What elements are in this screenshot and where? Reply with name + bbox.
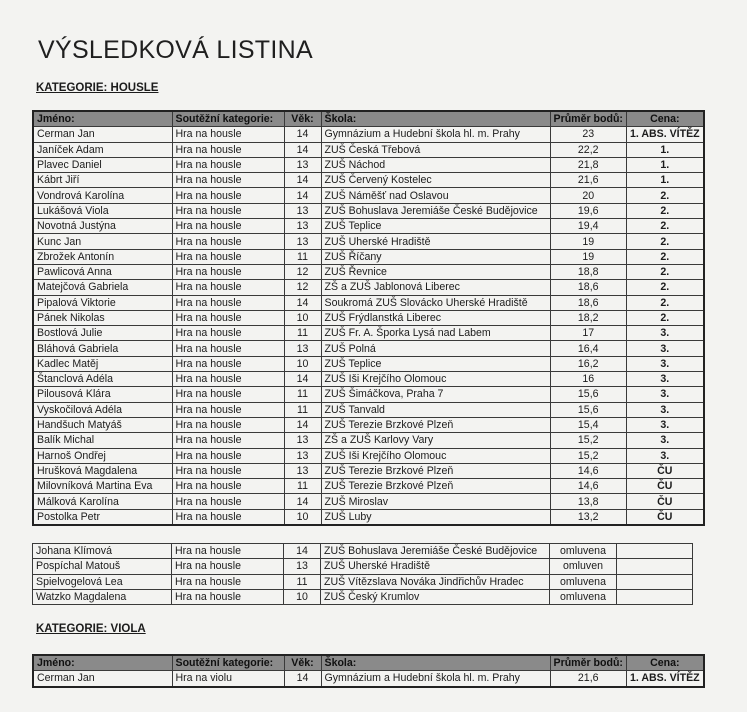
cell-points: 19,4 bbox=[550, 219, 626, 234]
cell-points: 16,2 bbox=[550, 356, 626, 371]
table-row bbox=[33, 372, 704, 387]
table-header-row bbox=[33, 111, 704, 127]
cell-points: 18,6 bbox=[550, 280, 626, 295]
cell-age: 14 bbox=[284, 142, 321, 157]
cell-name: Plavec Daniel bbox=[33, 157, 172, 172]
cell-age: 14 bbox=[284, 127, 321, 142]
cell-age: 14 bbox=[284, 173, 321, 188]
table-row bbox=[33, 559, 693, 574]
header-school: Škola: bbox=[321, 111, 550, 127]
cell-name: Kadlec Matěj bbox=[33, 356, 172, 371]
table-row bbox=[33, 387, 704, 402]
cell-category: Hra na housle bbox=[172, 203, 284, 218]
cell-category: Hra na housle bbox=[172, 509, 284, 525]
cell-prize: 2. bbox=[626, 295, 703, 310]
cell-category: Hra na housle bbox=[172, 387, 284, 402]
cell-empty bbox=[617, 559, 693, 574]
table-row bbox=[33, 417, 704, 432]
cell-school: ZUŠ Bohuslava Jeremiáše České Budějovice bbox=[321, 544, 550, 559]
cell-name: Johana Klímová bbox=[33, 544, 172, 559]
cell-school: ZUŠ Frýdlanstká Liberec bbox=[321, 310, 550, 325]
cell-points: 19 bbox=[550, 249, 626, 264]
table-row bbox=[33, 310, 704, 325]
cell-category: Hra na housle bbox=[172, 417, 284, 432]
cell-name: Watzko Magdalena bbox=[33, 589, 172, 604]
cell-prize: ČU bbox=[626, 509, 703, 525]
cell-school: ZUŠ Iši Krejčího Olomouc bbox=[321, 448, 550, 463]
cell-category: Hra na housle bbox=[172, 372, 284, 387]
cell-age: 13 bbox=[284, 448, 321, 463]
cell-category: Hra na housle bbox=[172, 326, 284, 341]
table-row bbox=[33, 402, 704, 417]
results-table-housle bbox=[32, 110, 705, 526]
cell-status: omluvena bbox=[550, 544, 617, 559]
cell-name: Handšuch Matyáš bbox=[33, 417, 172, 432]
cell-points: 18,8 bbox=[550, 264, 626, 279]
results-body-housle bbox=[33, 127, 704, 525]
cell-name: Matejčová Gabriela bbox=[33, 280, 172, 295]
cell-school: ZUŠ Iši Krejčího Olomouc bbox=[321, 372, 550, 387]
cell-school: ZŠ a ZUŠ Jablonová Liberec bbox=[321, 280, 550, 295]
header-category: Soutěžní kategorie: bbox=[172, 111, 284, 127]
cell-name: Kábrt Jiří bbox=[33, 173, 172, 188]
cell-name: Bláhová Gabriela bbox=[33, 341, 172, 356]
cell-prize: 1. ABS. VÍTĚZ bbox=[626, 671, 703, 687]
cell-category: Hra na housle bbox=[172, 234, 284, 249]
cell-school: ZUŠ Šimáčkova, Praha 7 bbox=[321, 387, 550, 402]
cell-empty bbox=[617, 574, 693, 589]
cell-name: Pawlicová Anna bbox=[33, 264, 172, 279]
cell-points: 19,6 bbox=[550, 203, 626, 218]
cell-school: ZUŠ Terezie Brzkové Plzeň bbox=[321, 479, 550, 494]
cell-school: ZUŠ Červený Kostelec bbox=[321, 173, 550, 188]
table-row bbox=[33, 234, 704, 249]
table-header-row bbox=[33, 655, 704, 671]
cell-prize: 3. bbox=[626, 417, 703, 432]
cell-age: 11 bbox=[284, 387, 321, 402]
cell-age: 14 bbox=[284, 417, 321, 432]
cell-category: Hra na housle bbox=[172, 310, 284, 325]
cell-school: ZUŠ Řevnice bbox=[321, 264, 550, 279]
cell-category: Hra na housle bbox=[172, 249, 284, 264]
table-row bbox=[33, 433, 704, 448]
cell-age: 12 bbox=[284, 264, 321, 279]
cell-name: Balík Michal bbox=[33, 433, 172, 448]
cell-name: Pospíchal Matouš bbox=[33, 559, 172, 574]
cell-age: 14 bbox=[284, 295, 321, 310]
cell-name: Harnoš Ondřej bbox=[33, 448, 172, 463]
cell-points: 15,6 bbox=[550, 402, 626, 417]
cell-name: Hrušková Magdalena bbox=[33, 463, 172, 478]
cell-school: Soukromá ZUŠ Slovácko Uherské Hradiště bbox=[321, 295, 550, 310]
table-row bbox=[33, 509, 704, 525]
cell-school: ZUŠ Náchod bbox=[321, 157, 550, 172]
cell-school: ZUŠ Fr. A. Šporka Lysá nad Labem bbox=[321, 326, 550, 341]
cell-prize: 3. bbox=[626, 372, 703, 387]
cell-school: ZUŠ Bohuslava Jeremiáše České Budějovice bbox=[321, 203, 550, 218]
cell-prize: 3. bbox=[626, 341, 703, 356]
category-housle-heading: KATEGORIE: HOUSLE bbox=[36, 82, 159, 94]
cell-points: 21,6 bbox=[550, 173, 626, 188]
header-age: Věk: bbox=[284, 655, 321, 671]
table-row bbox=[33, 280, 704, 295]
cell-school: Gymnázium a Hudební škola hl. m. Prahy bbox=[321, 127, 550, 142]
cell-status: omluven bbox=[550, 559, 617, 574]
cell-school: Gymnázium a Hudební škola hl. m. Prahy bbox=[321, 671, 550, 687]
cell-school: ZUŠ Terezie Brzkové Plzeň bbox=[321, 463, 550, 478]
cell-category: Hra na housle bbox=[172, 463, 284, 478]
cell-age: 11 bbox=[284, 574, 321, 589]
category-viola-heading: KATEGORIE: VIOLA bbox=[36, 623, 146, 635]
cell-name: Kunc Jan bbox=[33, 234, 172, 249]
cell-age: 14 bbox=[284, 494, 321, 509]
cell-category: Hra na housle bbox=[172, 142, 284, 157]
table-row bbox=[33, 157, 704, 172]
cell-name: Štanclová Adéla bbox=[33, 372, 172, 387]
cell-name: Lukášová Viola bbox=[33, 203, 172, 218]
table-row bbox=[33, 574, 693, 589]
cell-age: 13 bbox=[284, 203, 321, 218]
cell-category: Hra na housle bbox=[172, 494, 284, 509]
cell-name: Cerman Jan bbox=[33, 671, 172, 687]
cell-points: 14,6 bbox=[550, 463, 626, 478]
cell-age: 12 bbox=[284, 280, 321, 295]
cell-prize: 3. bbox=[626, 387, 703, 402]
cell-school: ZUŠ Luby bbox=[321, 509, 550, 525]
header-prize: Cena: bbox=[626, 655, 703, 671]
table-row bbox=[33, 173, 704, 188]
cell-school: ZUŠ Polná bbox=[321, 341, 550, 356]
cell-school: ZUŠ Vítězslava Nováka Jindřichův Hradec bbox=[321, 574, 550, 589]
cell-category: Hra na housle bbox=[172, 219, 284, 234]
header-points: Průměr bodů: bbox=[550, 111, 626, 127]
cell-name: Postolka Petr bbox=[33, 509, 172, 525]
cell-age: 10 bbox=[284, 509, 321, 525]
table-row bbox=[33, 479, 704, 494]
cell-age: 11 bbox=[284, 479, 321, 494]
cell-points: 21,8 bbox=[550, 157, 626, 172]
table-row bbox=[33, 295, 704, 310]
cell-points: 15,2 bbox=[550, 448, 626, 463]
cell-prize: ČU bbox=[626, 463, 703, 478]
cell-prize: 1. bbox=[626, 173, 703, 188]
cell-category: Hra na housle bbox=[172, 264, 284, 279]
cell-school: ZUŠ Náměšť nad Oslavou bbox=[321, 188, 550, 203]
table-row bbox=[33, 127, 704, 142]
cell-name: Pilousová Klára bbox=[33, 387, 172, 402]
cell-points: 16,4 bbox=[550, 341, 626, 356]
header-points: Průměr bodů: bbox=[550, 655, 626, 671]
cell-age: 11 bbox=[284, 402, 321, 417]
table-row bbox=[33, 219, 704, 234]
cell-name: Milovníková Martina Eva bbox=[33, 479, 172, 494]
cell-age: 13 bbox=[284, 341, 321, 356]
cell-school: ZUŠ Tanvald bbox=[321, 402, 550, 417]
header-prize: Cena: bbox=[626, 111, 703, 127]
cell-status: omluvena bbox=[550, 574, 617, 589]
cell-prize: 2. bbox=[626, 280, 703, 295]
cell-age: 13 bbox=[284, 433, 321, 448]
cell-points: 21,6 bbox=[550, 671, 626, 687]
cell-prize: ČU bbox=[626, 494, 703, 509]
table-row bbox=[33, 264, 704, 279]
cell-category: Hra na housle bbox=[172, 280, 284, 295]
cell-school: ZUŠ Teplice bbox=[321, 219, 550, 234]
cell-school: ZUŠ Miroslav bbox=[321, 494, 550, 509]
excused-table bbox=[32, 543, 693, 605]
table-row bbox=[33, 326, 704, 341]
cell-age: 14 bbox=[284, 372, 321, 387]
cell-points: 13,8 bbox=[550, 494, 626, 509]
cell-prize: 2. bbox=[626, 310, 703, 325]
cell-points: 19 bbox=[550, 234, 626, 249]
cell-prize: 3. bbox=[626, 433, 703, 448]
cell-prize: 2. bbox=[626, 203, 703, 218]
cell-age: 14 bbox=[284, 188, 321, 203]
cell-name: Spielvogelová Lea bbox=[33, 574, 172, 589]
cell-category: Hra na housle bbox=[172, 589, 284, 604]
cell-prize: 2. bbox=[626, 219, 703, 234]
cell-age: 10 bbox=[284, 310, 321, 325]
cell-empty bbox=[617, 544, 693, 559]
cell-category: Hra na housle bbox=[172, 127, 284, 142]
cell-points: 18,6 bbox=[550, 295, 626, 310]
cell-empty bbox=[617, 589, 693, 604]
table-row bbox=[33, 356, 704, 371]
cell-category: Hra na housle bbox=[172, 295, 284, 310]
table-row bbox=[33, 188, 704, 203]
cell-name: Pánek Nikolas bbox=[33, 310, 172, 325]
cell-prize: 3. bbox=[626, 448, 703, 463]
excused-body bbox=[33, 544, 693, 605]
cell-prize: 2. bbox=[626, 249, 703, 264]
header-category: Soutěžní kategorie: bbox=[172, 655, 284, 671]
cell-name: Vondrová Karolína bbox=[33, 188, 172, 203]
cell-age: 13 bbox=[284, 559, 321, 574]
cell-prize: 3. bbox=[626, 402, 703, 417]
cell-points: 20 bbox=[550, 188, 626, 203]
cell-school: ZUŠ Terezie Brzkové Plzeň bbox=[321, 417, 550, 432]
cell-name: Pipalová Viktorie bbox=[33, 295, 172, 310]
cell-age: 11 bbox=[284, 249, 321, 264]
header-age: Věk: bbox=[284, 111, 321, 127]
cell-points: 22,2 bbox=[550, 142, 626, 157]
cell-category: Hra na housle bbox=[172, 433, 284, 448]
cell-category: Hra na housle bbox=[172, 173, 284, 188]
cell-age: 13 bbox=[284, 219, 321, 234]
cell-age: 11 bbox=[284, 326, 321, 341]
cell-age: 13 bbox=[284, 157, 321, 172]
cell-category: Hra na housle bbox=[172, 574, 284, 589]
cell-school: ZUŠ Český Krumlov bbox=[321, 589, 550, 604]
cell-school: ZUŠ Teplice bbox=[321, 356, 550, 371]
cell-prize: ČU bbox=[626, 479, 703, 494]
cell-prize: 1. ABS. VÍTĚZ bbox=[626, 127, 703, 142]
results-body-viola bbox=[33, 671, 704, 687]
cell-school: ZUŠ Uherské Hradiště bbox=[321, 234, 550, 249]
cell-points: 18,2 bbox=[550, 310, 626, 325]
header-name: Jméno: bbox=[33, 111, 172, 127]
table-row bbox=[33, 463, 704, 478]
cell-category: Hra na housle bbox=[172, 402, 284, 417]
cell-category: Hra na housle bbox=[172, 448, 284, 463]
cell-name: Bostlová Julie bbox=[33, 326, 172, 341]
cell-category: Hra na violu bbox=[172, 671, 284, 687]
table-row bbox=[33, 671, 704, 687]
cell-prize: 3. bbox=[626, 356, 703, 371]
cell-name: Janíček Adam bbox=[33, 142, 172, 157]
cell-points: 23 bbox=[550, 127, 626, 142]
cell-category: Hra na housle bbox=[172, 559, 284, 574]
cell-prize: 3. bbox=[626, 326, 703, 341]
cell-school: ZUŠ Česká Třebová bbox=[321, 142, 550, 157]
table-row bbox=[33, 249, 704, 264]
cell-category: Hra na housle bbox=[172, 479, 284, 494]
cell-age: 14 bbox=[284, 671, 321, 687]
cell-school: ZUŠ Říčany bbox=[321, 249, 550, 264]
cell-points: 15,6 bbox=[550, 387, 626, 402]
cell-points: 14,6 bbox=[550, 479, 626, 494]
cell-points: 13,2 bbox=[550, 509, 626, 525]
cell-points: 15,2 bbox=[550, 433, 626, 448]
cell-name: Novotná Justýna bbox=[33, 219, 172, 234]
cell-category: Hra na housle bbox=[172, 356, 284, 371]
cell-category: Hra na housle bbox=[172, 341, 284, 356]
header-school: Škola: bbox=[321, 655, 550, 671]
cell-name: Vyskočilová Adéla bbox=[33, 402, 172, 417]
cell-points: 15,4 bbox=[550, 417, 626, 432]
cell-name: Málková Karolína bbox=[33, 494, 172, 509]
cell-status: omluvena bbox=[550, 589, 617, 604]
cell-age: 10 bbox=[284, 589, 321, 604]
page-title: VÝSLEDKOVÁ LISTINA bbox=[38, 36, 313, 64]
header-name: Jméno: bbox=[33, 655, 172, 671]
cell-category: Hra na housle bbox=[172, 157, 284, 172]
cell-age: 13 bbox=[284, 234, 321, 249]
results-table-viola bbox=[32, 654, 705, 688]
table-row bbox=[33, 203, 704, 218]
cell-prize: 2. bbox=[626, 264, 703, 279]
table-row bbox=[33, 142, 704, 157]
cell-prize: 2. bbox=[626, 234, 703, 249]
cell-category: Hra na housle bbox=[172, 544, 284, 559]
cell-category: Hra na housle bbox=[172, 188, 284, 203]
cell-name: Zbrožek Antonín bbox=[33, 249, 172, 264]
cell-prize: 1. bbox=[626, 142, 703, 157]
cell-name: Cerman Jan bbox=[33, 127, 172, 142]
cell-prize: 1. bbox=[626, 157, 703, 172]
table-row bbox=[33, 341, 704, 356]
cell-points: 17 bbox=[550, 326, 626, 341]
cell-school: ZUŠ Uherské Hradiště bbox=[321, 559, 550, 574]
cell-age: 13 bbox=[284, 463, 321, 478]
table-row bbox=[33, 448, 704, 463]
cell-age: 10 bbox=[284, 356, 321, 371]
cell-school: ZŠ a ZUŠ Karlovy Vary bbox=[321, 433, 550, 448]
table-row bbox=[33, 544, 693, 559]
cell-points: 16 bbox=[550, 372, 626, 387]
cell-prize: 2. bbox=[626, 188, 703, 203]
table-row bbox=[33, 589, 693, 604]
cell-age: 14 bbox=[284, 544, 321, 559]
table-row bbox=[33, 494, 704, 509]
